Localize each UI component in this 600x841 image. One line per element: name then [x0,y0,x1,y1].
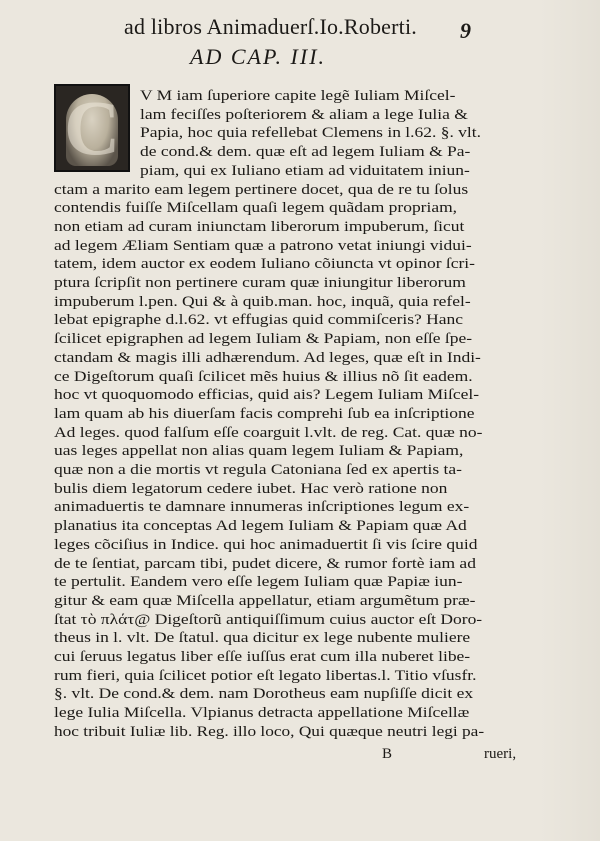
text-line: Papia, hoc quia refellebat Clemens in l.62. §. vlt. [140,124,481,142]
text-line: lam feciſſes poſteriorem & aliam a lege Iulia & [140,105,468,123]
text-line: contendis fuiſſe Miſcellam quaſi legem quãdam propriam, [54,199,458,217]
text-line: Ad leges. quod falſum eſſe coarguit l.vlt. de reg. Cat. quæ no- [54,423,483,441]
text-line: animaduertis te damnare innumeras inſcriptiones legum ex- [54,498,470,516]
initial-letter: C [64,84,121,171]
text-line: gitur & eam quæ Miſcella appellatur, etiam argumẽtum præ- [54,591,476,609]
text-line: theus in l. vlt. De ſtatul. qua dicitur ex lege nubente muliere [54,629,471,647]
text-line: te pertulit. Eandem vero eſſe legem Iuliam quæ Papiæ iun- [54,573,463,591]
text-line: tatem, idem auctor ex eodem Iuliano cõiuncta vt opinor ſcri- [54,255,475,273]
text-line: uas leges appellat non alias quam legem Iuliam & Papiam, [54,442,464,460]
text-line: hoc vt quoquomodo efficias, quid ais? Legem Iuliam Miſcel- [54,386,480,404]
text-line: ce Digeſtorum quaſi ſcilicet mẽs huius & illius nõ ſit eadem. [54,367,473,385]
text-line: lebat epigraphe d.l.62. vt effugias quid commiſceris? Hanc [54,311,464,329]
text-line: bulis diem legatorum cedere iubet. Hac verò ratione non [54,479,448,497]
text-line: piam, qui ex Iuliano etiam ad viduitatem iniun- [140,161,470,179]
text-line: non etiam ad curam iniunctam liberorum impuberum, ſicut [54,217,465,235]
text-line: §. vlt. De cond.& dem. nam Dorotheus eam nupſiſſe dicit ex [54,685,474,703]
running-title: ad libros Animaduerſ.Io.Roberti. [124,14,417,39]
text-line: quæ non a die mortis vt regula Catoniana ſed ex apertis ta- [54,461,462,478]
text-line: ptura ſcripſit non pertinere curam quæ iniungitur liberorum [54,274,466,291]
text-line: de cond.& dem. quæ eſt ad legem Iuliam & Pa- [140,143,471,161]
text-line: rum fieri, quia ſcilicet potior eſt legato libertas.l. Titio vſusfr. [54,666,477,684]
text-line: ad legem Æliam Sentiam quæ a patrono vetat iniungi vidui- [54,236,472,254]
text-line: ſtat τὸ πλάτ@ Digeſtorũ antiquiſſimum cuius auctor eſt Doro- [54,610,483,628]
text-line: lam quam ab his diuerſam facis comprehi ſub ea inſcriptione [54,404,475,422]
chapter-heading: AD CAP. III. [190,44,327,69]
signature-mark: B [382,746,393,762]
text-line: leges cõciſius in Indice. qui hoc animaduertit ſi vis ſcire quid [54,535,478,553]
text-line: planatius ita conceptas Ad legem Iuliam & Papiam quæ Ad [54,517,467,535]
text-line: ctam a marito eam legem pertinere docet, qua de re tu ſolus [54,180,469,198]
text-line: ctandam & magis illi adhærendum. Ad leges, quæ eſt in Indi- [54,348,481,366]
text-line: ſcilicet epigraphen ad legem Iuliam & Papiam, non eſſe ſpe- [54,330,473,348]
folio-number: 9 [460,18,471,43]
catchword: rueri, [484,746,517,762]
text-line: de te ſentiat, parcam tibi, pudet dicere, & rumor fortè iam ad [54,554,476,572]
text-line: hoc tribuit Iuliæ lib. Reg. illo loco, Qui quæque neutri legi pa- [54,722,485,740]
text-line: V M iam ſuperiore capite legẽ Iuliam Miſcel- [140,87,456,104]
text-line: impuberum l.pen. Qui & à quib.man. hoc, inquã, quia refel- [54,292,471,310]
text-line: cui ſeruus legatus liber eſſe iuſſus erat cum illa nuberet libe- [54,648,471,665]
text-line: lege Iulia Miſcella. Vlpianus detracta appellatione Miſcellæ [54,704,470,722]
